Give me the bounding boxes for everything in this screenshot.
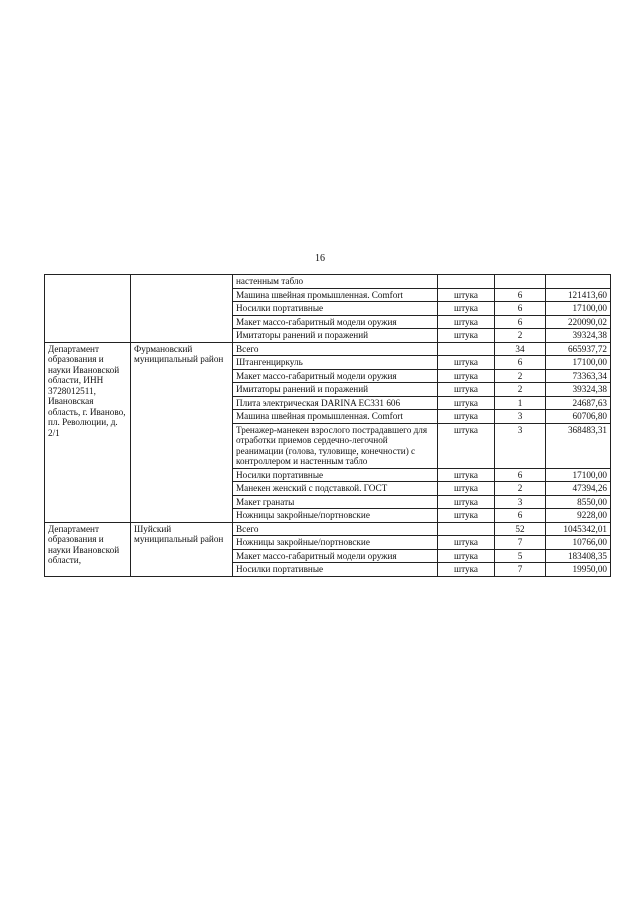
quantity-cell: 6 [495, 315, 546, 329]
item-name-cell: Макет массо-габаритный модели оружия [233, 315, 438, 329]
sum-cell: 10766,00 [546, 536, 611, 550]
sum-cell: 39324,38 [546, 383, 611, 397]
item-name-cell: Плита электрическая DARINA ЕС331 606 [233, 396, 438, 410]
unit-cell: штука [438, 482, 495, 496]
item-name-cell: Макет массо-габаритный модели оружия [233, 549, 438, 563]
quantity-cell: 3 [495, 410, 546, 424]
unit-cell: штука [438, 549, 495, 563]
unit-cell: штука [438, 315, 495, 329]
sum-cell: 47394,26 [546, 482, 611, 496]
sum-cell: 60706,80 [546, 410, 611, 424]
organization-cell: Департамент образования и науки Ивановской области, ИНН 3728012511, Ивановская область, г. Иваново, пл. Революции, д. 2/1 [45, 342, 131, 522]
unit-cell [438, 342, 495, 356]
sum-cell: 9228,00 [546, 509, 611, 523]
unit-cell: штука [438, 302, 495, 316]
item-name-cell: Машина швейная промышленная. Comfort [233, 410, 438, 424]
equipment-table [44, 274, 611, 577]
sum-cell: 17100,00 [546, 356, 611, 370]
sum-cell: 665937,72 [546, 342, 611, 356]
item-name-cell: Макет гранаты [233, 495, 438, 509]
quantity-cell: 6 [495, 356, 546, 370]
unit-cell: штука [438, 396, 495, 410]
table-row [45, 342, 611, 356]
unit-cell: штука [438, 423, 495, 468]
quantity-cell: 5 [495, 549, 546, 563]
sum-cell [546, 275, 611, 289]
district-cell: Фурмановский муниципальный район [131, 342, 233, 522]
item-name-cell: настенным табло [233, 275, 438, 289]
quantity-cell: 2 [495, 369, 546, 383]
unit-cell [438, 522, 495, 536]
item-name-cell: Имитаторы ранений и поражений [233, 383, 438, 397]
sum-cell: 17100,00 [546, 468, 611, 482]
item-name-cell: Штангенциркуль [233, 356, 438, 370]
quantity-cell: 34 [495, 342, 546, 356]
sum-cell: 121413,60 [546, 288, 611, 302]
unit-cell: штука [438, 495, 495, 509]
sum-cell: 183408,35 [546, 549, 611, 563]
unit-cell: штука [438, 369, 495, 383]
quantity-cell: 6 [495, 509, 546, 523]
district-cell: Шуйский муниципальный район [131, 522, 233, 576]
quantity-cell: 7 [495, 536, 546, 550]
item-name-cell: Макет массо-габаритный модели оружия [233, 369, 438, 383]
quantity-cell: 3 [495, 423, 546, 468]
item-name-cell: Носилки портативные [233, 563, 438, 577]
item-name-cell: Всего [233, 522, 438, 536]
unit-cell: штука [438, 329, 495, 343]
quantity-cell: 6 [495, 468, 546, 482]
item-name-cell: Всего [233, 342, 438, 356]
unit-cell: штука [438, 468, 495, 482]
item-name-cell: Машина швейная промышленная. Comfort [233, 288, 438, 302]
sum-cell: 73363,34 [546, 369, 611, 383]
item-name-cell: Ножницы закройные/портновские [233, 509, 438, 523]
unit-cell: штука [438, 288, 495, 302]
sum-cell: 19950,00 [546, 563, 611, 577]
quantity-cell: 3 [495, 495, 546, 509]
unit-cell: штука [438, 563, 495, 577]
quantity-cell: 7 [495, 563, 546, 577]
table-row [45, 522, 611, 536]
quantity-cell: 2 [495, 482, 546, 496]
sum-cell: 8550,00 [546, 495, 611, 509]
item-name-cell: Имитаторы ранений и поражений [233, 329, 438, 343]
unit-cell: штука [438, 509, 495, 523]
unit-cell: штука [438, 536, 495, 550]
org-cell-continued [45, 275, 131, 343]
quantity-cell: 2 [495, 383, 546, 397]
page-number: 16 [315, 253, 325, 264]
quantity-cell: 52 [495, 522, 546, 536]
sum-cell: 39324,38 [546, 329, 611, 343]
quantity-cell: 2 [495, 329, 546, 343]
quantity-cell: 1 [495, 396, 546, 410]
item-name-cell: Ножницы закройные/портновские [233, 536, 438, 550]
district-cell-continued [131, 275, 233, 343]
sum-cell: 220090,02 [546, 315, 611, 329]
sum-cell: 368483,31 [546, 423, 611, 468]
quantity-cell: 6 [495, 302, 546, 316]
item-name-cell: Тренажер-манекен взрослого пострадавшего для отработки приемов сердечно-легочной реанимации (голова, туловище, конечности) с контроллером и настенным табло [233, 423, 438, 468]
quantity-cell: 6 [495, 288, 546, 302]
item-name-cell: Носилки портативные [233, 302, 438, 316]
sum-cell: 24687,63 [546, 396, 611, 410]
unit-cell: штука [438, 410, 495, 424]
item-name-cell: Носилки портативные [233, 468, 438, 482]
unit-cell [438, 275, 495, 289]
unit-cell: штука [438, 383, 495, 397]
sum-cell: 1045342,01 [546, 522, 611, 536]
organization-cell: Департамент образования и науки Ивановской области, [45, 522, 131, 576]
item-name-cell: Манекен женский с подставкой. ГОСТ [233, 482, 438, 496]
sum-cell: 17100,00 [546, 302, 611, 316]
quantity-cell [495, 275, 546, 289]
table-row [45, 275, 611, 289]
unit-cell: штука [438, 356, 495, 370]
